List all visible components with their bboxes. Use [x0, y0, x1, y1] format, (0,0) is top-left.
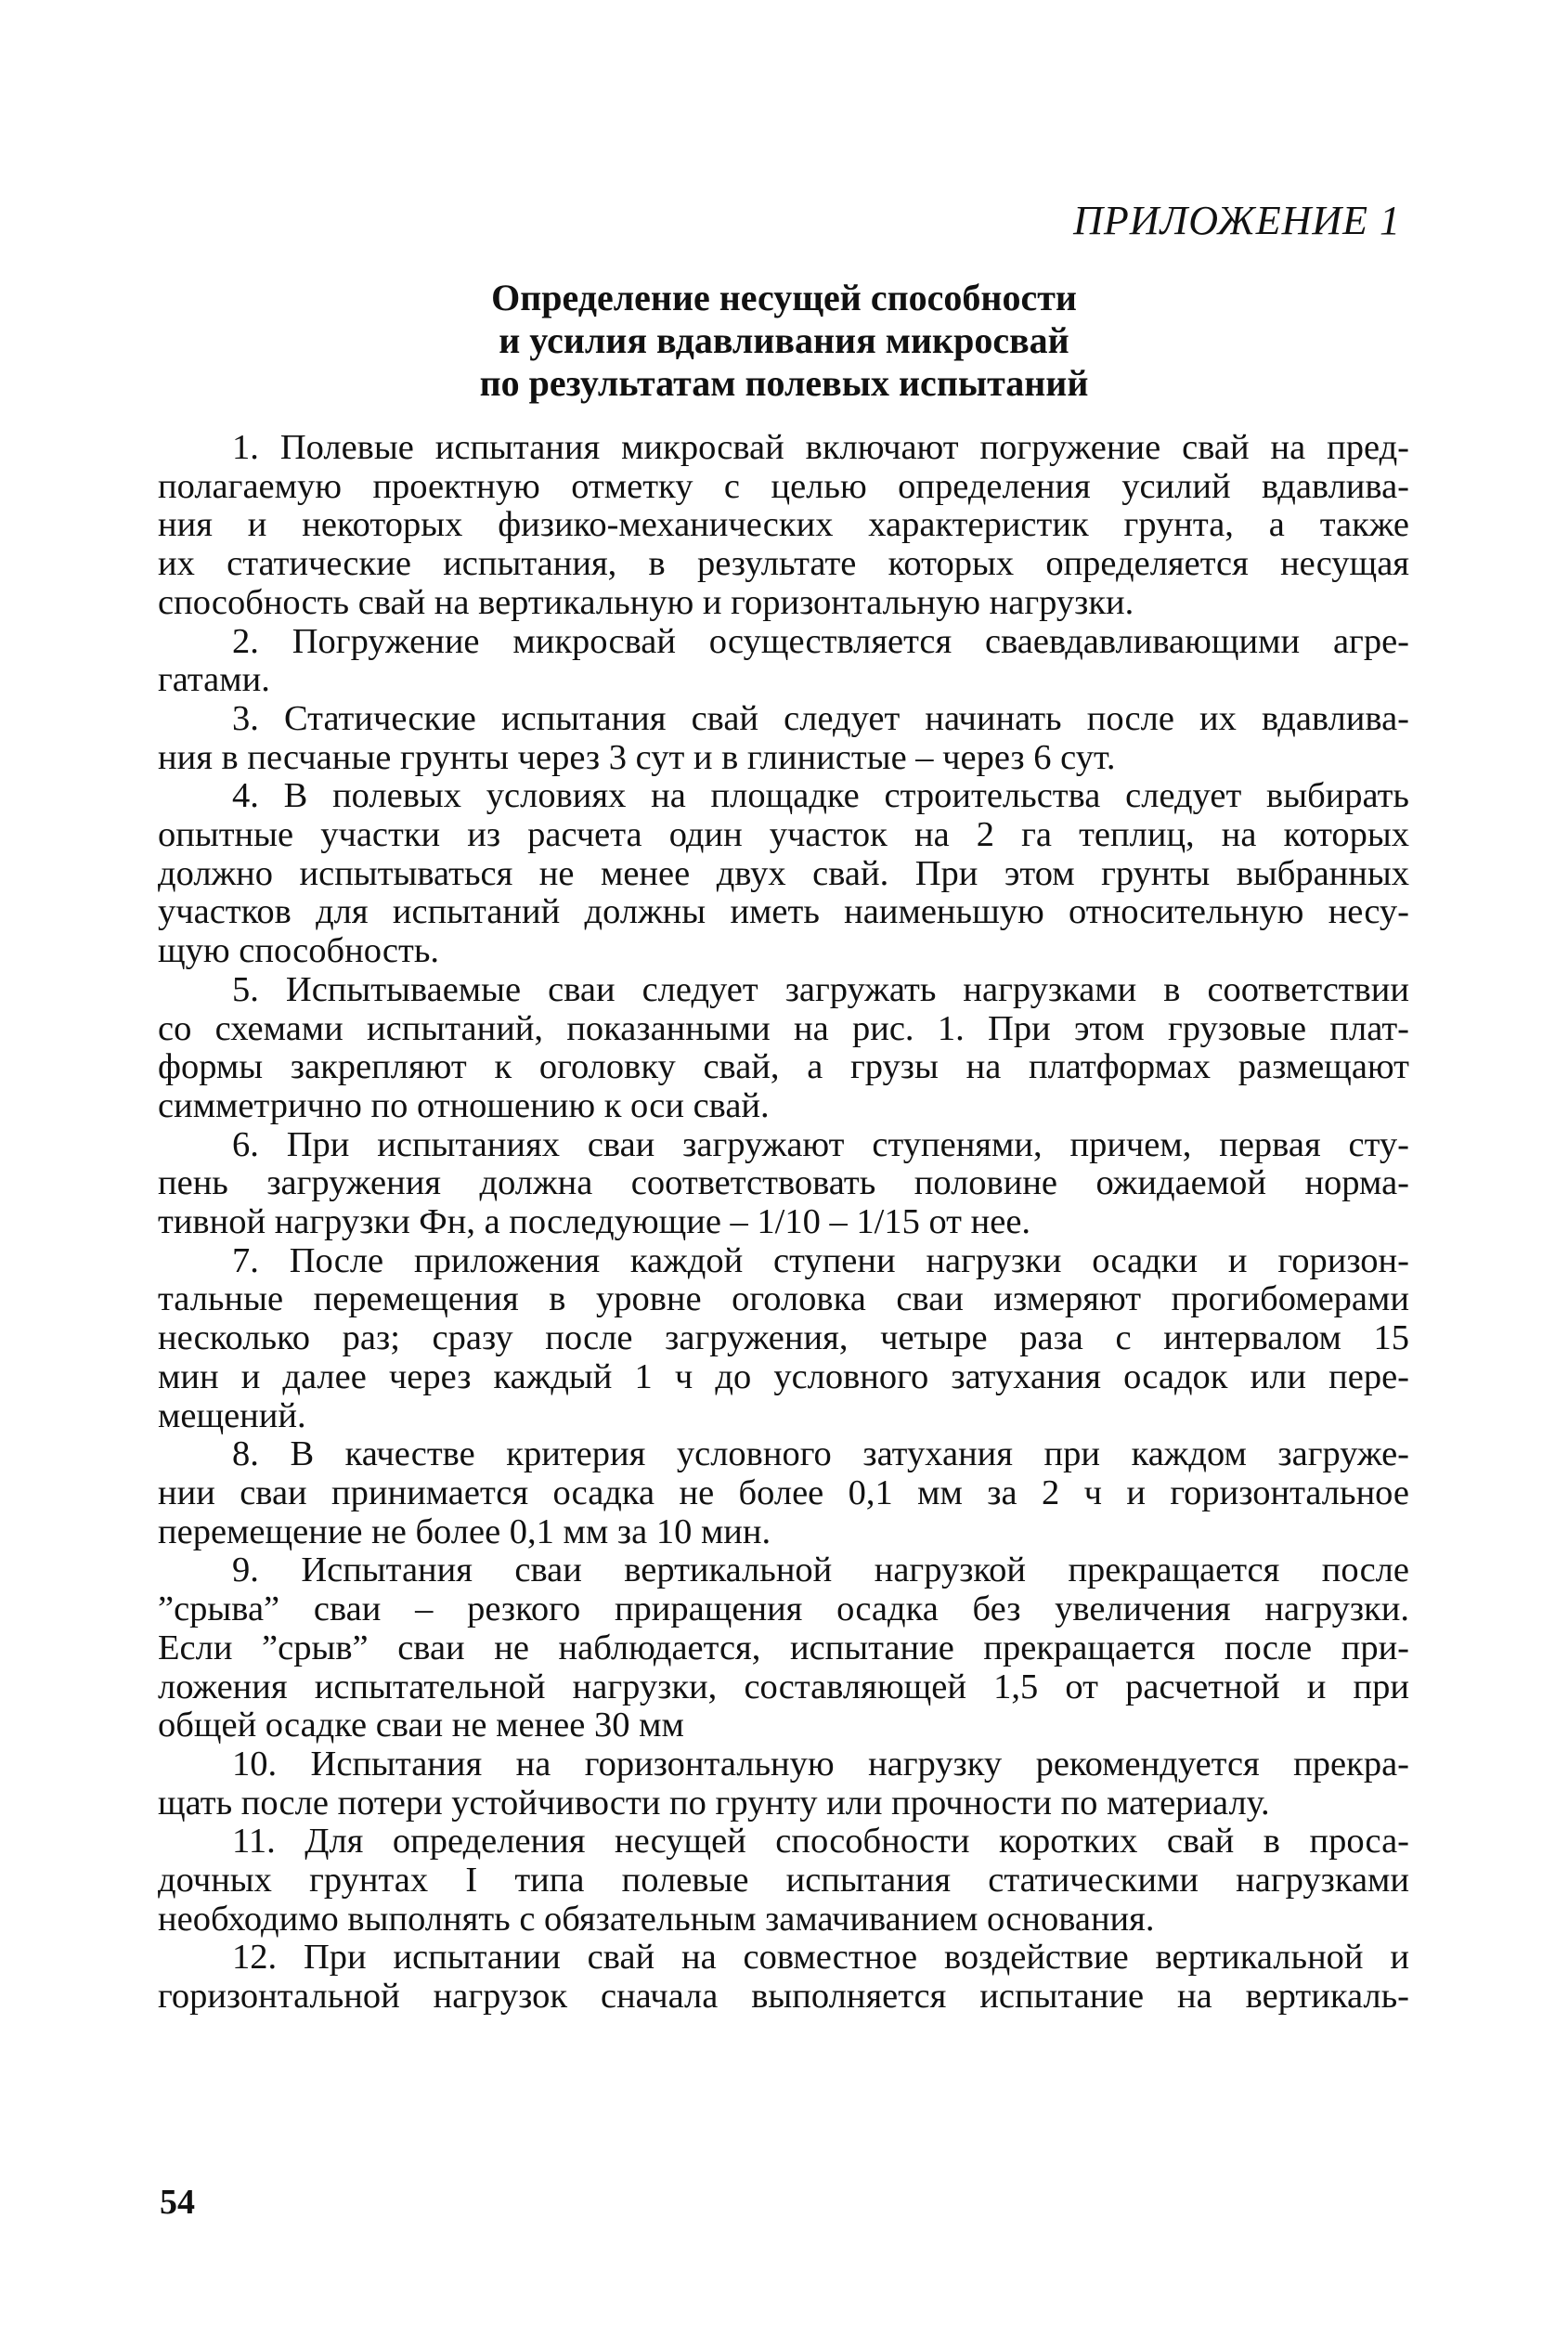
paragraph-line: ”срыва” сваи – резкого приращения осадка без увеличения нагрузки. [158, 1589, 1409, 1629]
paragraph-line: полагаемую проектную отметку с целью определения усилий вдавлива- [158, 466, 1409, 506]
paragraph-line: гатами. [158, 660, 270, 700]
paragraph-8 [158, 1435, 1409, 1551]
paragraph-line: 6. При испытаниях сваи загружают ступенями, причем, первая сту- [232, 1124, 1409, 1164]
paragraph-2 [158, 623, 1409, 700]
paragraph-line: необходимо выполнять с обязательным замачиванием основания. [158, 1899, 1155, 1939]
title-line-3: по результатам полевых испытаний [479, 362, 1089, 404]
paragraph-1 [158, 429, 1409, 623]
paragraph-line: должно испытываться не менее двух свай. При этом грунты выбранных [158, 853, 1409, 893]
paragraph-3 [158, 700, 1409, 777]
paragraph-line: несколько раз; сразу после загружения, четыре раза с интервалом 15 [158, 1318, 1409, 1358]
paragraph-line: щать после потери устойчивости по грунту или прочности по материалу. [158, 1783, 1270, 1823]
paragraph-line: общей осадке сваи не менее 30 мм [158, 1706, 684, 1745]
paragraph-line: Если ”срыв” сваи не наблюдается, испытание прекращается после при- [158, 1628, 1409, 1667]
paragraph-line: 7. После приложения каждой ступени нагрузки осадки и горизон- [232, 1240, 1409, 1280]
paragraph-line: пень загружения должна соответствовать половине ожидаемой норма- [158, 1163, 1409, 1203]
paragraph-line: симметрично по отношению к оси свай. [158, 1085, 770, 1125]
paragraph-line: участков для испытаний должны иметь наименьшую относительную несу- [158, 892, 1409, 932]
page-number: 54 [160, 2183, 195, 2222]
paragraph-10 [158, 1745, 1409, 1823]
paragraph-line: перемещение не более 0,1 мм за 10 мин. [158, 1511, 771, 1551]
paragraph-line: формы закрепляют к оголовку свай, а грузы на платформах размещают [158, 1047, 1409, 1087]
paragraph-9 [158, 1551, 1409, 1745]
paragraph-line: ния и некоторых физико-механических характеристик грунта, а также [158, 505, 1409, 545]
paragraph-line: мещений. [158, 1395, 306, 1435]
paragraph-line: ния в песчаные грунты через 3 сут и в глинистые – через 6 сут. [158, 737, 1116, 777]
paragraph-line: тивной нагрузки Фн, а последующие – 1/10 – 1/15 от нее. [158, 1202, 1031, 1242]
paragraph-5 [158, 971, 1409, 1126]
paragraph-line: способность свай на вертикальную и горизонтальную нагрузки. [158, 582, 1134, 622]
paragraph-line: мин и далее через каждый 1 ч до условного затухания осадок или пере- [158, 1356, 1409, 1396]
paragraph-7 [158, 1242, 1409, 1436]
title-line-1: Определение несущей способности [491, 277, 1077, 318]
body-text [158, 429, 1409, 2017]
paragraph-line: ложения испытательной нагрузки, составляющей 1,5 от расчетной и при [158, 1667, 1409, 1706]
paragraph-line: 12. При испытании свай на совместное воздействие вертикальной и [232, 1938, 1409, 1978]
appendix-label: ПРИЛОЖЕНИЕ 1 [1073, 198, 1401, 243]
paragraph-line: 10. Испытания на горизонтальную нагрузку рекомендуется прекра- [232, 1744, 1409, 1784]
paragraph-line: со схемами испытаний, показанными на рис. 1. При этом грузовые плат- [158, 1008, 1409, 1048]
paragraph-4 [158, 777, 1409, 971]
paragraph-line: 1. Полевые испытания микросвай включают погружение свай на пред- [232, 428, 1409, 467]
paragraph-line: 5. Испытываемые сваи следует загружать нагрузками в соответствии [232, 969, 1409, 1009]
paragraph-6 [158, 1126, 1409, 1242]
paragraph-line: 8. В качестве критерия условного затухания при каждом загруже- [232, 1434, 1409, 1474]
paragraph-line: горизонтальной нагрузок сначала выполняется испытание на вертикаль- [158, 1977, 1409, 2017]
paragraph-line: 2. Погружение микросвай осуществляется сваевдавливающими агре- [232, 621, 1409, 661]
paragraph-line: 4. В полевых условиях на площадке строительства следует выбирать [232, 776, 1409, 816]
paragraph-line: щую способность. [158, 931, 440, 971]
paragraph-12 [158, 1939, 1409, 2016]
section-title [0, 277, 1568, 405]
paragraph-line: нии сваи принимается осадка не более 0,1 мм за 2 ч и горизонтальное [158, 1472, 1409, 1512]
title-line-2: и усилия вдавливания микросвай [499, 319, 1069, 361]
paragraph-line: их статические испытания, в результате которых определяется несущая [158, 544, 1409, 584]
paragraph-line: 9. Испытания сваи вертикальной нагрузкой прекращается после [232, 1550, 1409, 1590]
paragraph-line: 11. Для определения несущей способности коротких свай в проса- [232, 1822, 1409, 1862]
paragraph-line: 3. Статические испытания свай следует начинать после их вдавлива- [232, 698, 1409, 738]
paragraph-line: дочных грунтах I типа полевые испытания статическими нагрузками [158, 1861, 1409, 1900]
paragraph-line: тальные перемещения в уровне оголовка сваи измеряют прогибомерами [158, 1279, 1409, 1319]
paragraph-11 [158, 1823, 1409, 1939]
paragraph-line: опытные участки из расчета один участок на 2 га теплиц, на которых [158, 815, 1409, 855]
